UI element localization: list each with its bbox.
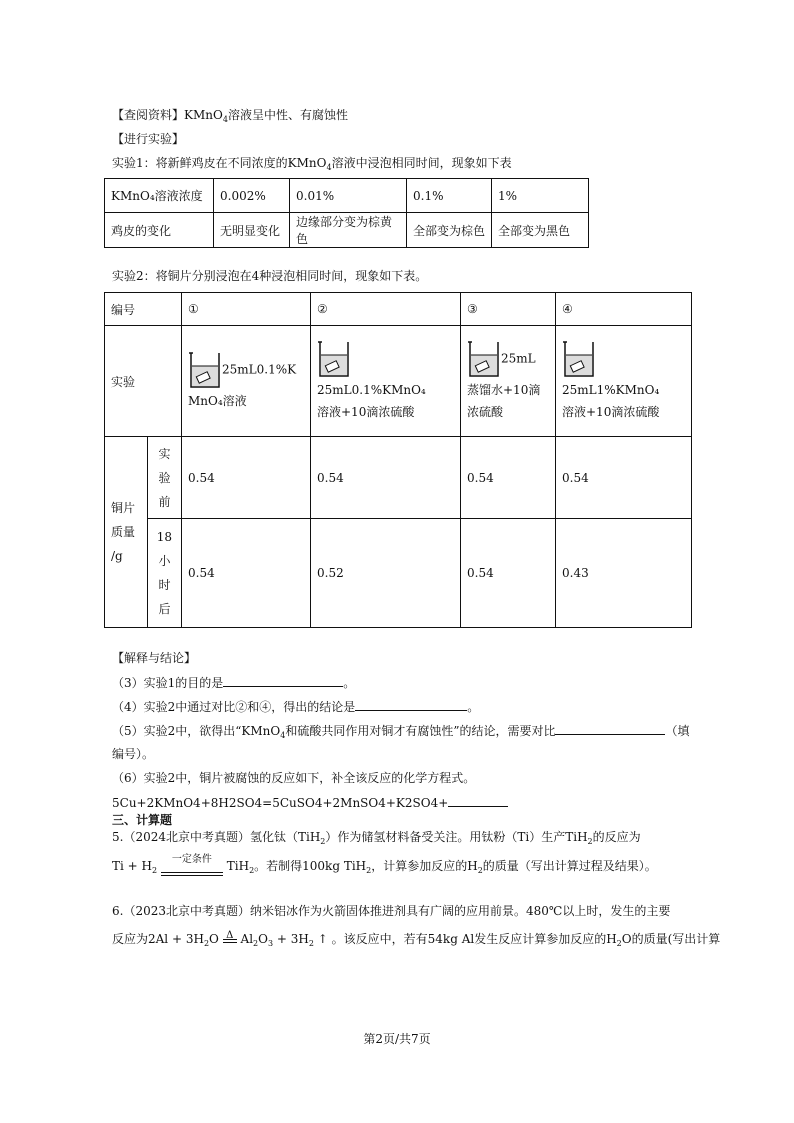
- t2-after-3: 0.43: [556, 519, 692, 628]
- answer-blank[interactable]: [355, 698, 467, 711]
- table-experiment1: [104, 178, 589, 248]
- problem-5: 5.（2024北京中考真题）氢化钛（TiH$_2$）作为储氢材料备受关注。用钛粉（Ti）生产TiH$_2$的反应为: [112, 830, 641, 846]
- t2-exp-cell-1: 25mL0.1%KMnO₄ 溶液+10滴浓硫酸: [311, 326, 461, 437]
- t2-num-0: ①: [182, 293, 311, 326]
- t1-change-0: 无明显变化: [214, 213, 290, 248]
- t2-num-3: ④: [556, 293, 692, 326]
- t2-col-label: 编号: [105, 293, 182, 326]
- t1-conc-2: 0.1%: [407, 179, 492, 213]
- t2-exp-cell-0: 25mL0.1%K MnO₄溶液: [182, 326, 311, 437]
- t2-mass-label: 铜片 质量 /g: [105, 436, 148, 627]
- exp2-intro: 实验2：将铜片分别浸泡在4种浸泡相同时间，现象如下表。: [112, 269, 428, 283]
- t2-after-0: 0.54: [182, 519, 311, 628]
- t1-conc-3: 1%: [492, 179, 589, 213]
- answer-blank[interactable]: [555, 722, 665, 735]
- t2-exp-cell-3: 25mL1%KMnO₄ 溶液+10滴浓硫酸: [556, 326, 692, 437]
- t1-conc-0: 0.002%: [214, 179, 290, 213]
- t2-before-1: 0.54: [311, 436, 461, 518]
- question-3: （3）实验1的目的是 。: [112, 676, 356, 690]
- question-5-cont: 编号）。: [112, 747, 155, 761]
- reaction-condition: 一定条件: [171, 854, 212, 865]
- t2-after-2: 0.54: [461, 519, 556, 628]
- t2-before-label: 实 验 前: [147, 436, 181, 518]
- exp1-intro: 实验1：将新鲜鸡皮在不同浓度的KMnO$_4$溶液中浸泡相同时间，现象如下表: [112, 156, 512, 172]
- t1-conc-1: 0.01%: [290, 179, 407, 213]
- question-4: （4）实验2中通过对比②和④，得出的结论是 。: [112, 700, 480, 714]
- t1-change-2: 全部变为棕色: [407, 213, 492, 248]
- beaker-icon: [317, 339, 351, 379]
- table-experiment2: [104, 292, 692, 628]
- t2-after-1: 0.52: [311, 519, 461, 628]
- ref-info-line: 【查阅资料】KMnO$_4$溶液呈中性、有腐蚀性: [112, 108, 348, 124]
- beaker-icon: [467, 339, 501, 379]
- conclusion-heading: 【解释与结论】: [112, 651, 197, 665]
- t1-row-label: 鸡皮的变化: [105, 213, 214, 248]
- answer-blank[interactable]: [223, 674, 343, 687]
- t1-change-1: 边缘部分变为棕黄色: [290, 213, 407, 248]
- conduct-heading: 【进行实验】: [112, 132, 185, 146]
- question-6: （6）实验2中，铜片被腐蚀的反应如下，补全该反应的化学方程式。: [112, 771, 476, 785]
- question-5: （5）实验2中，欲得出“KMnO$_4$和硫酸共同作用对铜才有腐蚀性”的结论，需要对比 （填: [112, 724, 690, 740]
- t2-num-2: ③: [461, 293, 556, 326]
- problem-5-equation: $Ti + H_2$ 一定条件 TiH$_2$。若制得100kg TiH$_2$，计算参加反应的$H_2$的质量（写出计算过程及结果）。: [112, 854, 657, 875]
- beaker-icon: [562, 339, 596, 379]
- t1-header-label: KMnO₄溶液浓度: [105, 179, 214, 213]
- t2-before-3: 0.54: [556, 436, 692, 518]
- t2-before-2: 0.54: [461, 436, 556, 518]
- problem-6: 6.（2023北京中考真题）纳米铝冰作为火箭固体推进剂具有广阔的应用前景。480℃以上时，发生的主要: [112, 904, 671, 918]
- page-footer: 第2页/共7页: [363, 1032, 431, 1046]
- t2-num-1: ②: [311, 293, 461, 326]
- section-calc-heading: 三、计算题: [112, 813, 173, 827]
- answer-blank[interactable]: [448, 794, 508, 807]
- problem-6-equation: 反应为$2Al + 3H_2O$ Δ $Al_2O_3 + 3H_2$ ↑ 。该反应中，若有54kg Al发生反应计算参加反应的$H_2O$的质量(写出计算: [112, 930, 721, 948]
- equation-line: 5Cu+2KMnO4+8H2SO4=5CuSO4+2MnSO4+K2SO4+: [112, 794, 508, 811]
- t1-change-3: 全部变为黑色: [492, 213, 589, 248]
- t2-after-label: 18 小 时 后: [147, 519, 181, 628]
- beaker-icon: [188, 350, 222, 390]
- t2-exp-label: 实验: [105, 326, 182, 437]
- t2-before-0: 0.54: [182, 436, 311, 518]
- heat-symbol: Δ: [226, 930, 234, 941]
- t2-exp-cell-2: 25mL 蒸馏水+10滴 浓硫酸: [461, 326, 556, 437]
